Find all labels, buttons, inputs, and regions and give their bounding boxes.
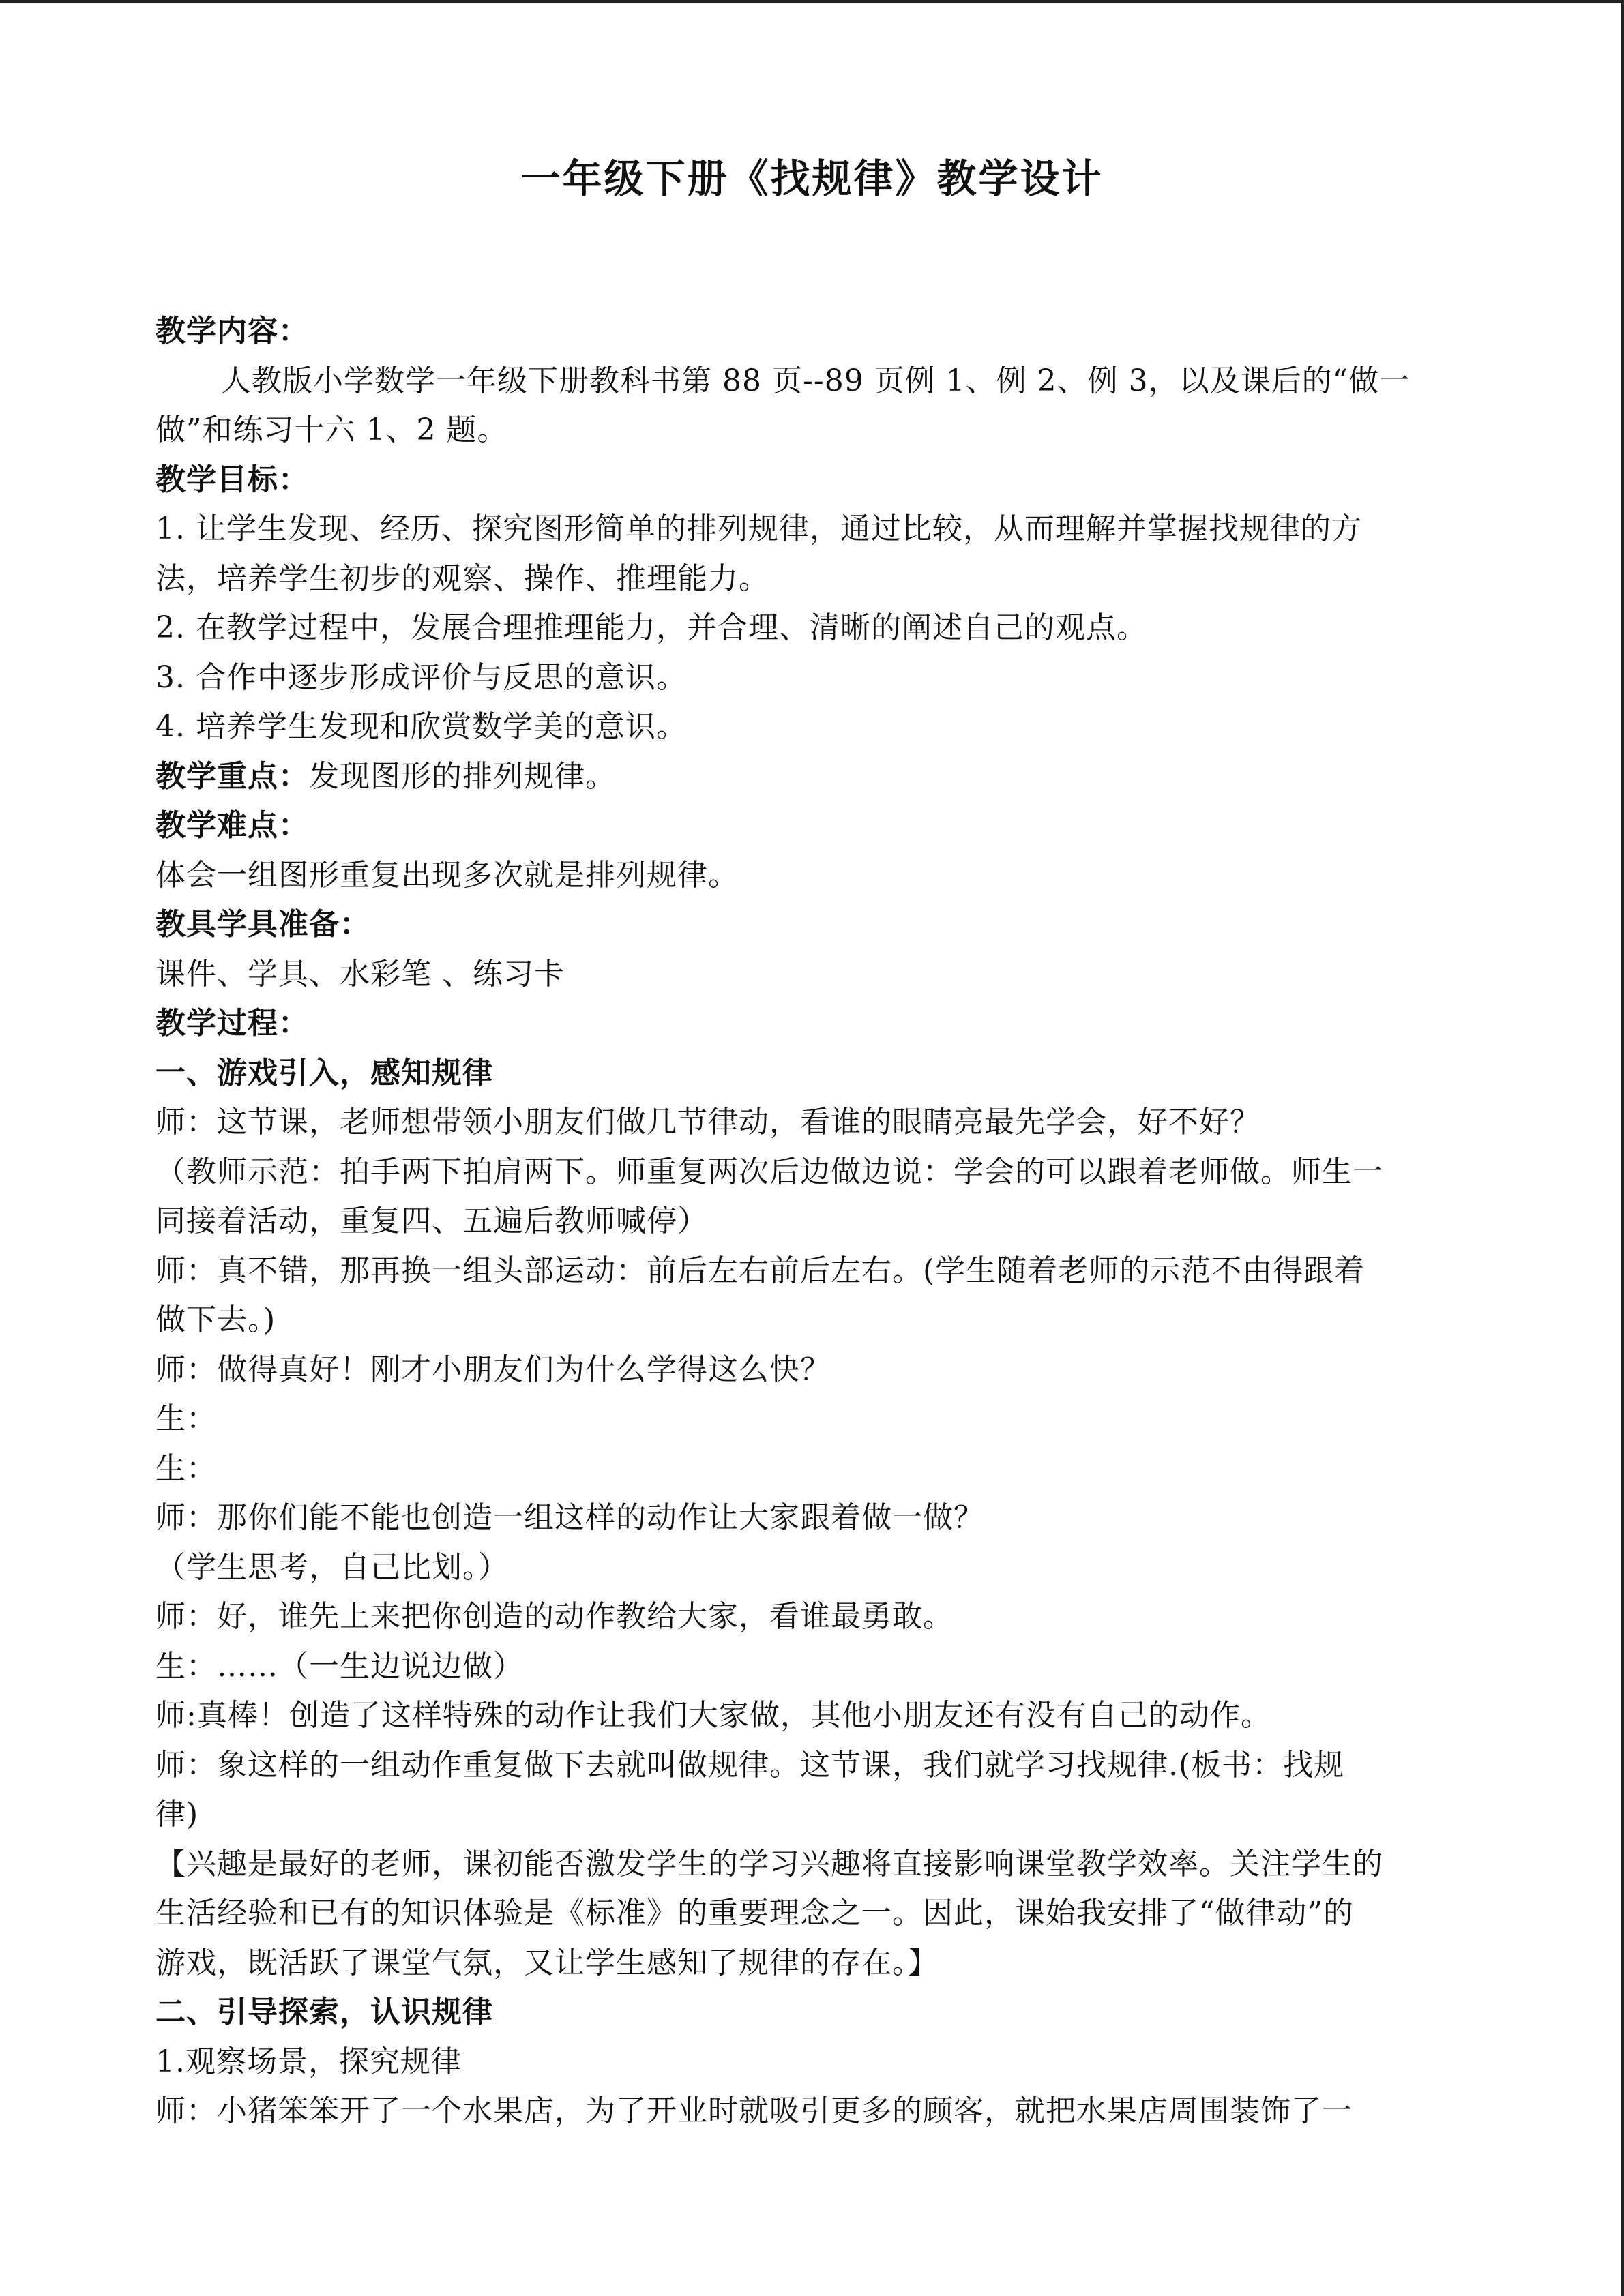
heading-teaching-content: 教学内容：	[156, 314, 309, 348]
page-right-border	[1621, 0, 1624, 2296]
goal-item-1: 1. 让学生发现、经历、探究图形简单的排列规律，通过比较，从而理解并掌握找规律的方	[156, 511, 1362, 546]
design-note-line: 游戏，既活跃了课堂气氛，又让学生感知了规律的存在。】	[156, 1945, 939, 1980]
heading-teaching-process: 教学过程：	[156, 1006, 309, 1041]
dialogue-line: 师：好，谁先上来把你创造的动作教给大家，看谁最勇敢。	[156, 1599, 954, 1634]
document-title: 一年级下册《找规律》教学设计	[520, 155, 1104, 202]
dialogue-line: 师：真不错，那再换一组头部运动：前后左右前后左右。(学生随着老师的示范不由得跟着	[156, 1253, 1365, 1288]
paragraph-line: 课件、学具、水彩笔 、练习卡	[156, 956, 565, 992]
dialogue-line: 生：	[156, 1401, 217, 1436]
document-body	[156, 307, 1465, 2136]
goal-item-1-cont: 法，培养学生初步的观察、操作、推理能力。	[156, 561, 769, 596]
paragraph-line: 人教版小学数学一年级下册教科书第 88 页--89 页例 1、例 2、例 3，以及课后的“做一	[221, 363, 1411, 398]
design-note-line: 【兴趣是最好的老师，课初能否激发学生的学习兴趣将直接影响课堂教学效率。关注学生的	[156, 1846, 1383, 1881]
dialogue-line: 师：小猪笨笨开了一个水果店，为了开业时就吸引更多的顾客，就把水果店周围装饰了一	[156, 2093, 1353, 2128]
dialogue-line: 师：那你们能不能也创造一组这样的动作让大家跟着做一做？	[156, 1500, 984, 1535]
dialogue-line: 做下去。)	[156, 1302, 276, 1337]
subsection-heading: 1.观察场景，探究规律	[156, 2044, 462, 2079]
dialogue-line: （学生思考，自己比划。）	[156, 1549, 509, 1585]
dialogue-line: 同接着活动，重复四、五遍后教师喊停）	[156, 1204, 708, 1238]
dialogue-line: 生：	[156, 1450, 217, 1486]
dialogue-line: 律)	[156, 1797, 199, 1832]
design-note-line: 生活经验和已有的知识体验是《标准》的重要理念之一。因此，课始我安排了“做律动”的	[156, 1896, 1354, 1930]
heading-teaching-difficulty: 教学难点：	[156, 808, 309, 843]
heading-teaching-aids: 教具学具准备：	[156, 907, 370, 942]
paragraph-line: 做”和练习十六 1、2 题。	[156, 413, 508, 447]
teaching-key-point: 教学重点：发现图形的排列规律。	[156, 758, 616, 794]
page-top-border	[0, 0, 1624, 3]
heading-teaching-goals: 教学目标：	[156, 462, 309, 497]
paragraph-line: 体会一组图形重复出现多次就是排列规律。	[156, 857, 739, 893]
goal-item-4: 4. 培养学生发现和欣赏数学美的意识。	[156, 709, 687, 744]
dialogue-line: 生：……（一生边说边做）	[156, 1648, 524, 1684]
goal-item-3: 3. 合作中逐步形成评价与反思的意识。	[156, 659, 687, 695]
dialogue-line: （教师示范：拍手两下拍肩两下。师重复两次后边做边说：学会的可以跟着老师做。师生一	[156, 1154, 1383, 1189]
dialogue-line: 师:真棒！创造了这样特殊的动作让我们大家做，其他小朋友还有没有自己的动作。	[156, 1698, 1271, 1733]
dialogue-line: 师：这节课，老师想带领小朋友们做几节律动，看谁的眼睛亮最先学会，好不好？	[156, 1105, 1260, 1139]
section-heading-2: 二、引导探索，认识规律	[156, 1995, 493, 2029]
dialogue-line: 师：做得真好！刚才小朋友们为什么学得这么快？	[156, 1352, 831, 1387]
dialogue-line: 师：象这样的一组动作重复做下去就叫做规律。这节课，我们就学习找规律.(板书：找规	[156, 1747, 1345, 1783]
section-heading-1: 一、游戏引入，感知规律	[156, 1055, 493, 1090]
goal-item-2: 2. 在教学过程中，发展合理推理能力，并合理、清晰的阐述自己的观点。	[156, 610, 1147, 645]
